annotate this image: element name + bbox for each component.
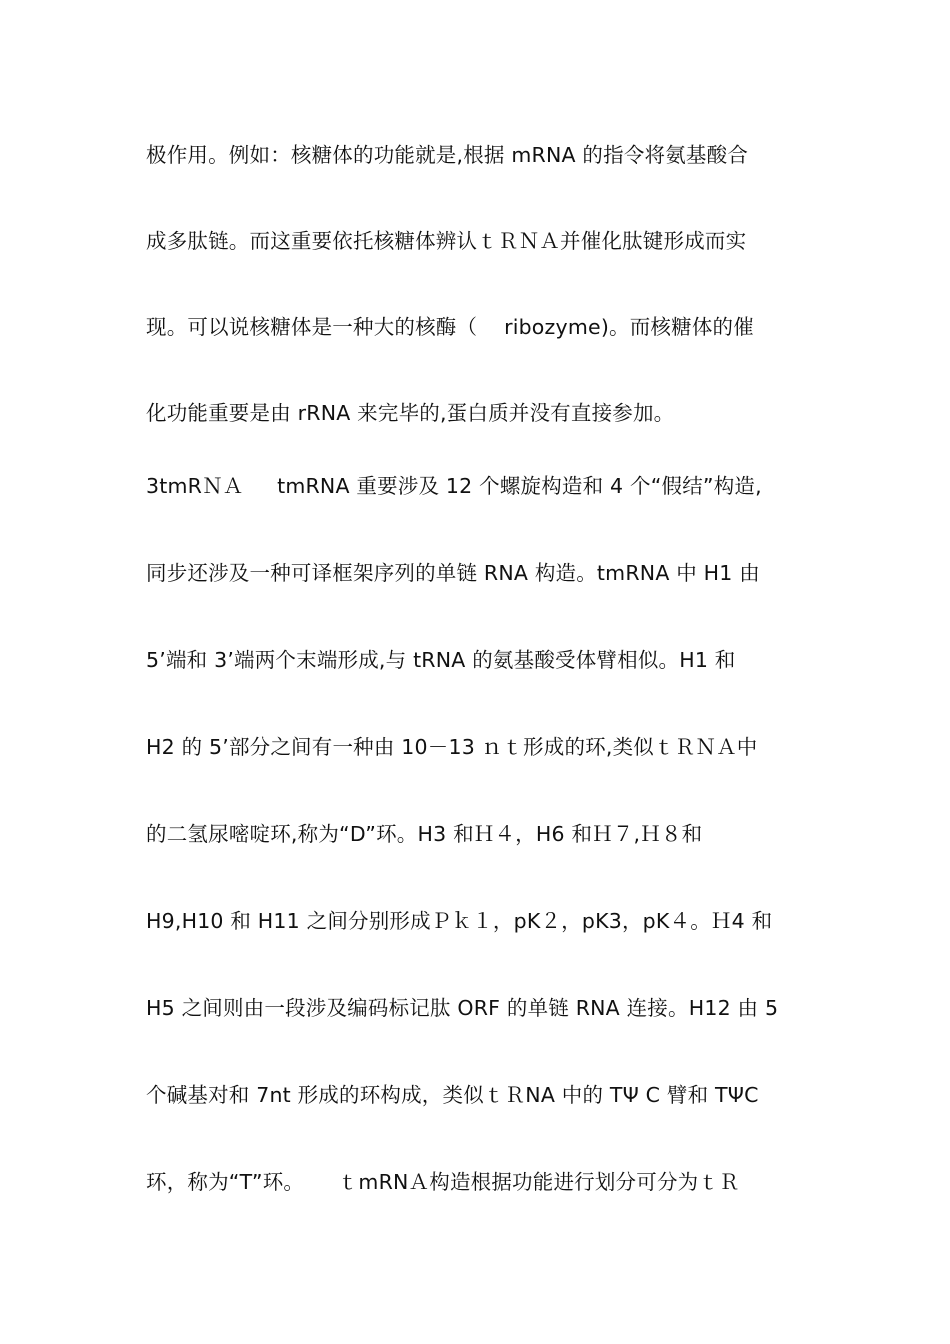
text-line: H2 的 5’部分之间有一种由 10－13 ｎｔ形成的环,类似ｔＲＮＡ中 [146,735,758,759]
text-line: 的二氢尿嘧啶环,称为“D”环。H3 和Ｈ４，H6 和Ｈ７,Ｈ８和 [146,822,703,846]
text-line: 极作用。例如：核糖体的功能就是,根据 mRNA 的指令将氨基酸合 [146,143,749,167]
text-line: 现。可以说核糖体是一种大的核酶（ ribozyme)。而核糖体的催 [146,315,754,339]
text-line: 个碱基对和 7nt 形成的环构成，类似ｔＲNA 中的 TΨ C 臂和 TΨC [146,1083,759,1107]
text-line: 同步还涉及一种可译框架序列的单链 RNA 构造。tmRNA 中 H1 由 [146,561,760,585]
text-line: 3tmRＮＡ tmRNA 重要涉及 12 个螺旋构造和 4 个“假结”构造, [146,474,762,498]
text-line: 5’端和 3’端两个末端形成,与 tRNA 的氨基酸受体臂相似。H1 和 [146,648,736,672]
text-line: H5 之间则由一段涉及编码标记肽 ORF 的单链 RNA 连接。H12 由 5 [146,996,779,1020]
text-line: H9,H10 和 H11 之间分别形成Ｐｋ１，pK２，pK3，pK４。Ｈ4 和 [146,909,773,933]
text-line: 化功能重要是由 rRNA 来完毕的,蛋白质并没有直接参加。 [146,401,675,425]
text-line: 成多肽链。而这重要依托核糖体辨认ｔＲＮＡ并催化肽键形成而实 [146,229,747,253]
text-line: 环，称为“T”环。 ｔmRNＡ构造根据功能进行划分可分为ｔＲ [146,1170,740,1194]
